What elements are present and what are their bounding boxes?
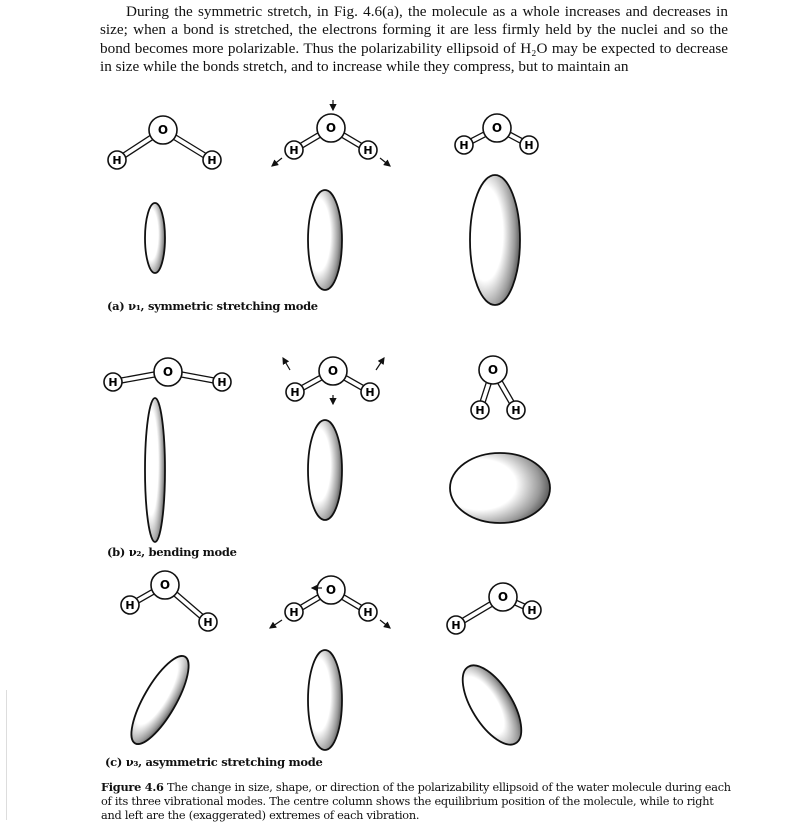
polarizability-ellipsoid (470, 175, 520, 305)
oxygen-atom-label: O (487, 363, 499, 377)
hydrogen-atom-label: H (527, 604, 537, 617)
displacement-arrow (380, 158, 390, 166)
hydrogen-atom-label: H (290, 386, 300, 399)
hydrogen-atom-label: H (363, 606, 373, 619)
scan-edge (6, 690, 7, 820)
oxygen-atom-label: O (325, 583, 337, 597)
caption-text: The change in size, shape, or direction of the polarizability ellipsoid of the water molecule during each of its three vibrational modes. The centre column shows the equilibrium position of the molecule, while to right and left are the (exaggerated) extremes of each vibration. (101, 781, 731, 822)
hydrogen-atom-label: H (108, 376, 118, 389)
paragraph-text: During the symmetric stretch, in Fig. 4.6(a), the molecule as a whole increases and decreases in size; when a bond is stretched, the electrons forming it are less firmly held by the nuclei and so the bond becomes more polarizable. Thus the polarizability ellipsoid of H₂O may be expected to decrease in size while the bonds stretch, and to increase while they compress, but to maintain an (100, 3, 728, 76)
hydrogen-atom-label: H (451, 619, 461, 632)
oxygen-atom-label: O (162, 365, 174, 379)
polarizability-ellipsoid (308, 420, 342, 520)
hydrogen-atom-label: H (203, 616, 213, 629)
hydrogen-atom-label: H (125, 599, 135, 612)
oxygen-atom-label: O (327, 364, 339, 378)
hydrogen-atom-label: H (363, 144, 373, 157)
oxygen-atom-label: O (159, 578, 171, 592)
displacement-arrow (380, 620, 390, 628)
polarizability-ellipsoid (145, 203, 165, 273)
polarizability-ellipsoid (145, 398, 165, 542)
displacement-arrow (272, 158, 282, 166)
displacement-arrow (376, 358, 384, 370)
panel-b-label: (b) ν₂, bending mode (107, 545, 237, 559)
polarizability-ellipsoid (308, 190, 342, 290)
hydrogen-atom-label: H (365, 386, 375, 399)
hydrogen-atom-label: H (112, 154, 122, 167)
panel-c-label: (c) ν₃, asymmetric stretching mode (105, 755, 323, 769)
hydrogen-atom-label: H (289, 606, 299, 619)
hydrogen-atom-label: H (459, 139, 469, 152)
figure-caption (101, 780, 731, 823)
polarizability-ellipsoid (121, 649, 199, 752)
oxygen-atom-label: O (325, 121, 337, 135)
oxygen-atom-label: O (157, 123, 169, 137)
hydrogen-atom-label: H (217, 376, 227, 389)
hydrogen-atom-label: H (475, 404, 485, 417)
polarizability-ellipsoid (451, 656, 533, 754)
displacement-arrow (283, 358, 290, 370)
hydrogen-atom-label: H (289, 144, 299, 157)
hydrogen-atom-label: H (207, 154, 217, 167)
polarizability-ellipsoid (450, 453, 550, 523)
polarizability-ellipsoid (308, 650, 342, 750)
caption-number: Figure 4.6 (101, 780, 164, 794)
panel-a-label: (a) ν₁, symmetric stretching mode (107, 299, 318, 313)
hydrogen-atom-label: H (511, 404, 521, 417)
oxygen-atom-label: O (491, 121, 503, 135)
oxygen-atom-label: O (497, 590, 509, 604)
hydrogen-atom-label: H (524, 139, 534, 152)
displacement-arrow (270, 620, 282, 628)
